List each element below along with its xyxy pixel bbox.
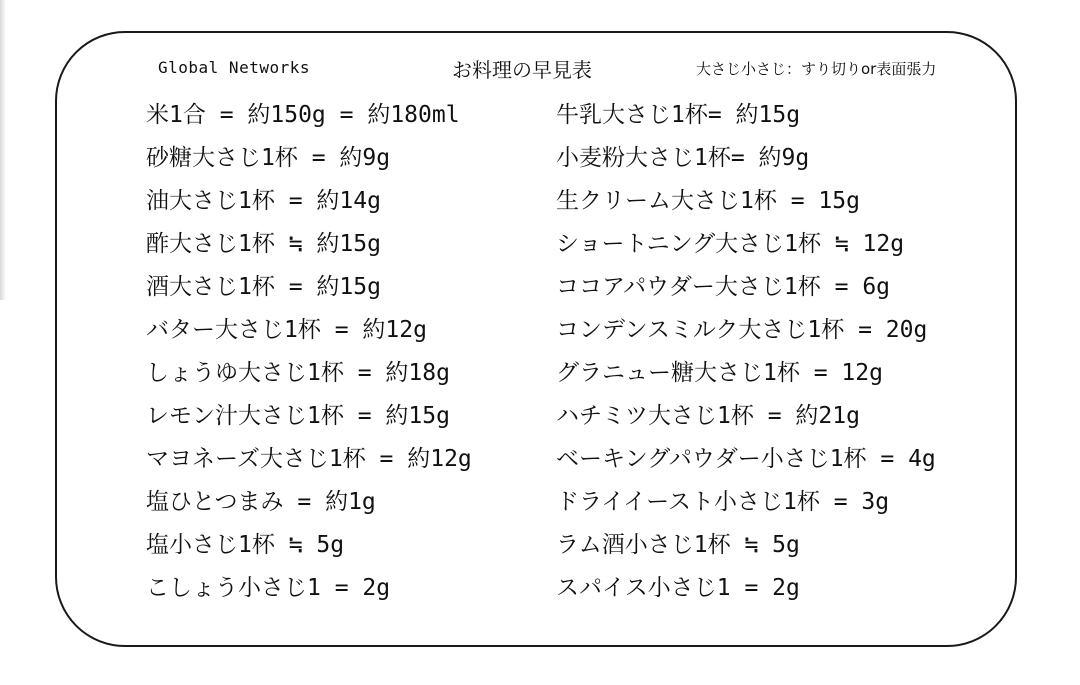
list-item: ココアパウダー大さじ1杯 = 6g (556, 274, 891, 300)
list-item: ラム酒小さじ1杯 ≒ 5g (556, 532, 800, 558)
list-item: 砂糖大さじ1杯 = 約9g (146, 145, 391, 171)
measurement-note: 大さじ小さじ：すり切りor表面張力 (696, 60, 937, 78)
list-item: ショートニング大さじ1杯 ≒ 12g (556, 231, 905, 257)
left-edge-shadow (0, 0, 6, 300)
list-item: こしょう小さじ1 = 2g (146, 575, 391, 601)
list-item: バター大さじ1杯 = 約12g (146, 317, 427, 343)
list-item: ドライイースト小さじ1杯 = 3g (556, 489, 890, 515)
list-item: 小麦粉大さじ1杯= 約9g (556, 145, 810, 171)
list-item: ベーキングパウダー小さじ1杯 = 4g (556, 446, 936, 472)
list-item: 生クリーム大さじ1杯 = 15g (556, 188, 860, 214)
list-item: 酒大さじ1杯 = 約15g (146, 274, 381, 300)
list-item: 油大さじ1杯 = 約14g (146, 188, 381, 214)
list-item: 米1合 = 約150g = 約180ml (146, 102, 460, 128)
list-item: スパイス小さじ1 = 2g (556, 575, 800, 601)
left-column (146, 94, 472, 610)
list-item: 酢大さじ1杯 ≒ 約15g (146, 231, 381, 257)
list-item: 塩小さじ1杯 ≒ 5g (146, 532, 345, 558)
list-item: グラニュー糖大さじ1杯 = 12g (556, 360, 883, 386)
list-item: 牛乳大さじ1杯= 約15g (556, 102, 801, 128)
page-title: お料理の早見表 (452, 58, 592, 82)
right-column (556, 94, 936, 610)
company-name: Global Networks (158, 58, 310, 77)
list-item: ハチミツ大さじ1杯 = 約21g (556, 403, 860, 429)
list-item: コンデンスミルク大さじ1杯 = 20g (556, 317, 928, 343)
list-item: しょうゆ大さじ1杯 = 約18g (146, 360, 450, 386)
list-item: マヨネーズ大さじ1杯 = 約12g (146, 446, 472, 472)
list-item: レモン汁大さじ1杯 = 約15g (146, 403, 450, 429)
list-item: 塩ひとつまみ = 約1g (146, 489, 376, 515)
